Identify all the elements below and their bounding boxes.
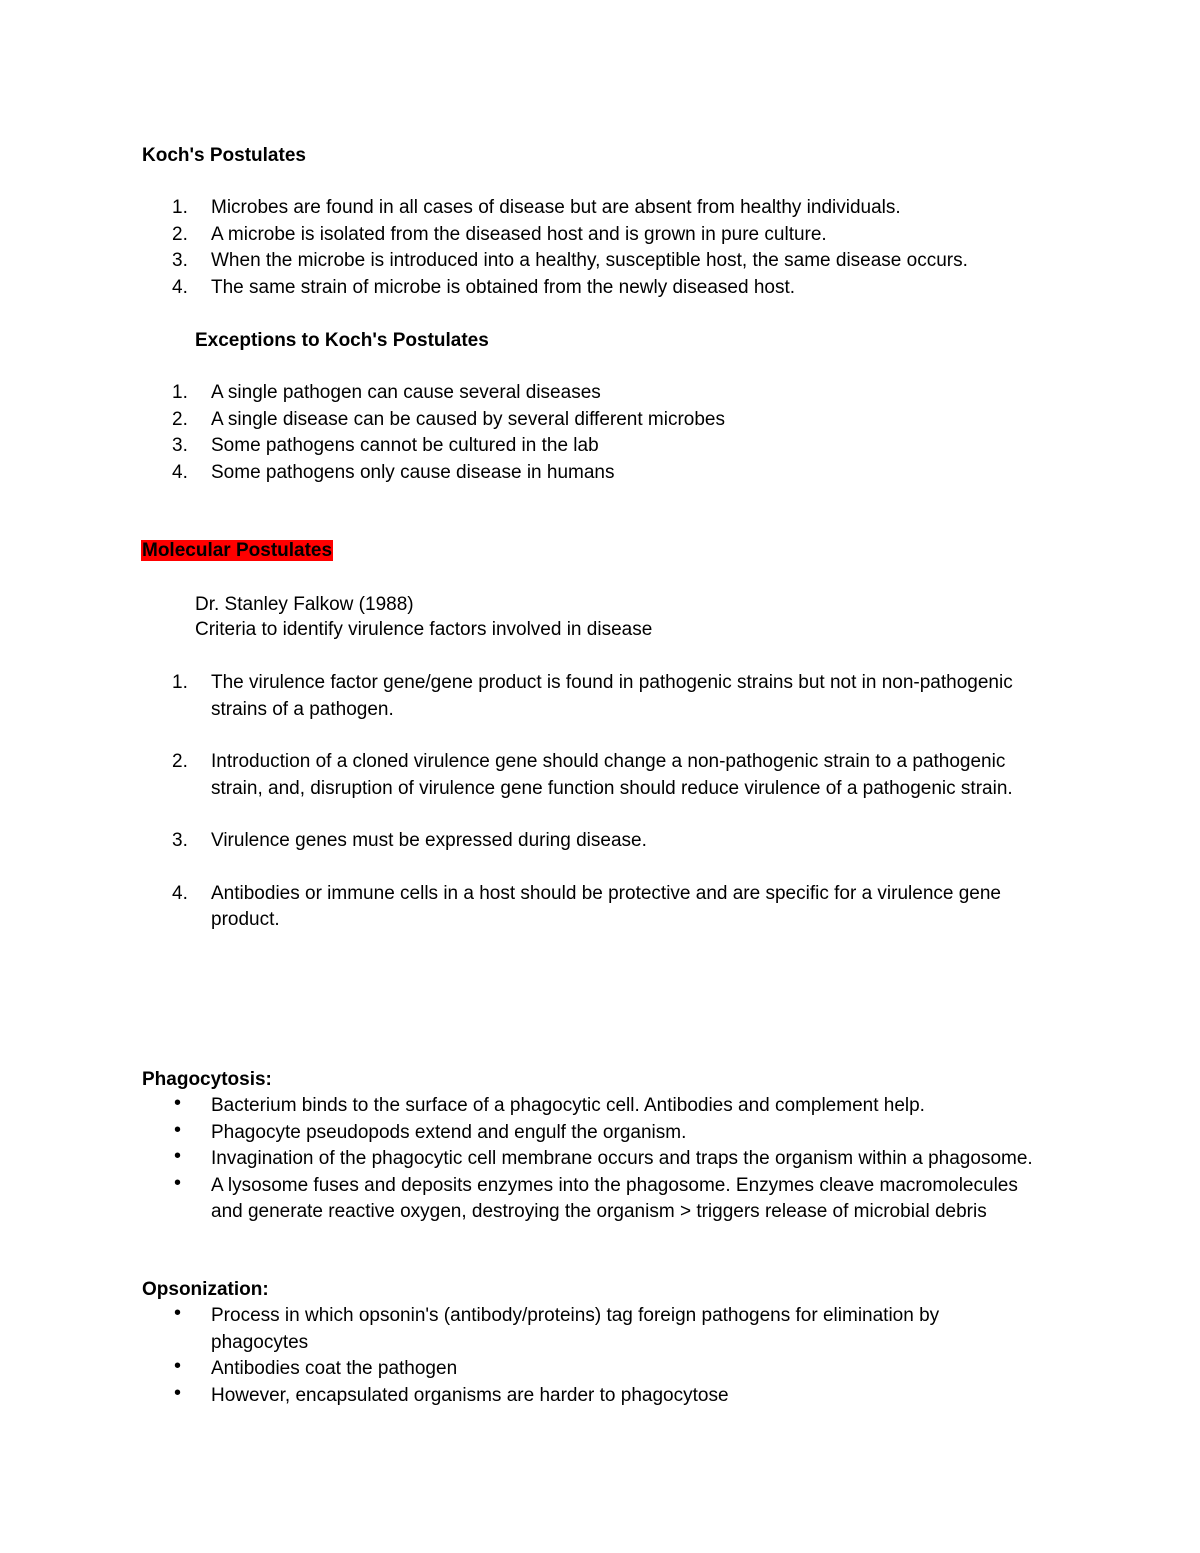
list-item: 2. A single disease can be caused by several different microbes xyxy=(172,407,1072,434)
list-number: 1. xyxy=(172,197,188,218)
list-number: 4. xyxy=(172,276,188,298)
list-item: 1. The virulence factor gene/gene product is found in pathogenic strains but not in non-pathogenic strains of a pathogen. xyxy=(172,672,1013,720)
list-item: 4. Some pathogens only cause disease in humans xyxy=(172,460,1072,487)
list-number: 4. xyxy=(172,882,188,904)
list-item: 3. When the microbe is introduced into a healthy, susceptible host, the same disease occurs. xyxy=(172,248,1072,275)
bullet-icon: • xyxy=(174,1118,182,1141)
list-number: 3. xyxy=(172,250,188,271)
molecular-title: Molecular Postulates xyxy=(142,540,333,561)
list-item: • Phagocyte pseudopods extend and engulf the organism. xyxy=(174,1118,687,1143)
bullet-icon: • xyxy=(174,1302,182,1324)
bullet-icon: • xyxy=(174,1092,182,1114)
list-number: 1. xyxy=(172,382,188,403)
list-number: 2. xyxy=(172,751,188,772)
molecular-criteria: Criteria to identify virulence factors involved in disease xyxy=(195,619,653,640)
list-item: • Bacterium binds to the surface of a phagocytic cell. Antibodies and complement help. xyxy=(174,1092,925,1116)
list-item: 1. Microbes are found in all cases of disease but are absent from healthy individuals. xyxy=(172,195,1072,222)
opsonization-list xyxy=(172,1303,992,1409)
list-number: 2. xyxy=(172,223,188,245)
exceptions-title: Exceptions to Koch's Postulates xyxy=(195,330,489,351)
list-item: • Invagination of the phagocytic cell membrane occurs and traps the organism within a phagosome. xyxy=(174,1145,1033,1169)
bullet-icon: • xyxy=(174,1355,182,1377)
list-item: 4. The same strain of microbe is obtained from the newly diseased host. xyxy=(172,275,1072,302)
list-item: 2. A microbe is isolated from the diseased host and is grown in pure culture. xyxy=(172,222,1072,249)
list-item: • Antibodies coat the pathogen xyxy=(174,1355,458,1379)
bullet-icon: • xyxy=(174,1145,182,1167)
molecular-title-wrapper xyxy=(141,538,333,564)
list-item: 3. Some pathogens cannot be cultured in the lab xyxy=(172,433,1072,460)
list-number: 2. xyxy=(172,408,188,430)
bullet-icon: • xyxy=(174,1381,182,1404)
list-item: 4. Antibodies or immune cells in a host should be protective and are specific for a virulence gene product. xyxy=(172,882,1001,930)
list-item: 3. Virulence genes must be expressed during disease. xyxy=(172,828,1052,855)
molecular-author: Dr. Stanley Falkow (1988) xyxy=(195,594,414,615)
molecular-list xyxy=(172,670,1052,934)
exceptions-list xyxy=(172,380,1072,486)
list-number: 1. xyxy=(172,672,188,693)
list-item: 1. A single pathogen can cause several diseases xyxy=(172,380,1072,407)
bullet-icon: • xyxy=(174,1171,182,1194)
koch-list xyxy=(172,195,1072,301)
list-number: 3. xyxy=(172,830,188,851)
list-item: • However, encapsulated organisms are harder to phagocytose xyxy=(174,1381,729,1406)
list-item: • A lysosome fuses and deposits enzymes into the phagosome. Enzymes cleave macromolecules and generate reactive oxygen, destroying the organism > triggers release of microbial debris xyxy=(174,1171,1018,1222)
list-number: 4. xyxy=(172,461,188,483)
phagocytosis-list xyxy=(172,1093,1042,1226)
list-item: • Process in which opsonin's (antibody/proteins) tag foreign pathogens for elimination by phagocytes xyxy=(174,1302,940,1353)
list-item: 2. Introduction of a cloned virulence gene should change a non-pathogenic strain to a pathogenic strain, and, disruption of virulence gene function should reduce virulence of a pathogenic strain. xyxy=(172,751,1013,799)
koch-title: Koch's Postulates xyxy=(142,145,306,166)
phagocytosis-title: Phagocytosis: xyxy=(142,1069,272,1090)
opsonization-title: Opsonization: xyxy=(142,1279,269,1300)
list-number: 3. xyxy=(172,435,188,456)
